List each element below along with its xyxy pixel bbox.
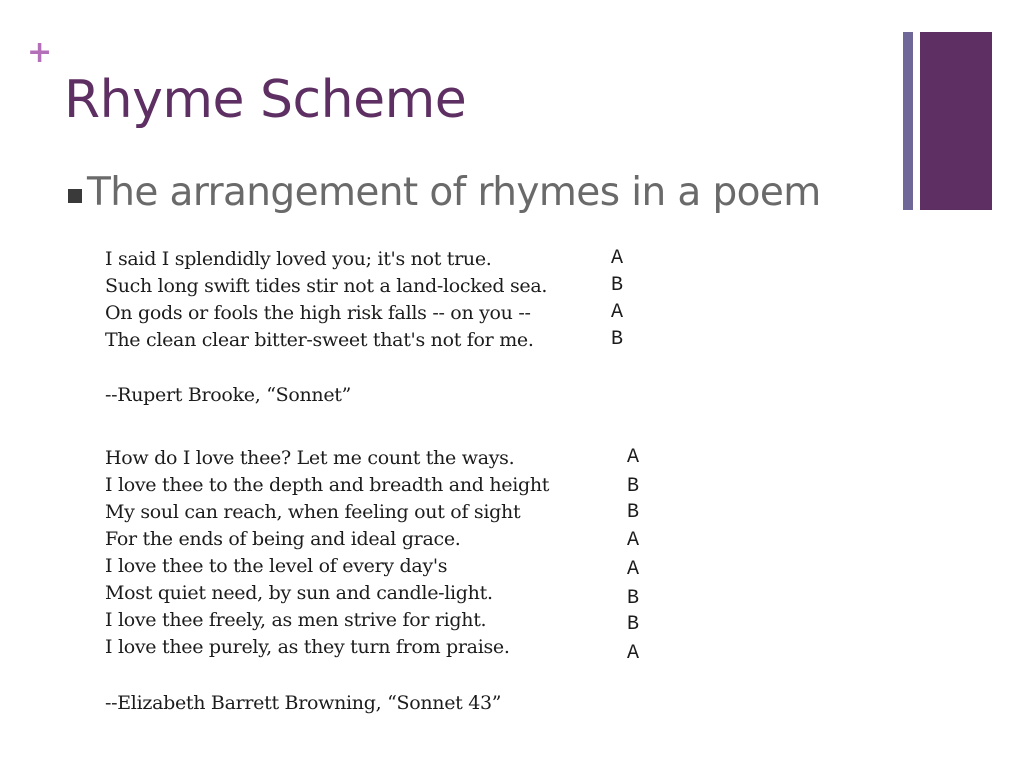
bullet-point [68,170,821,215]
rhyme-letter: B [627,613,640,636]
poem-line: For the ends of being and ideal grace. [105,528,461,550]
poem-line: Such long swift tides stir not a land-locked sea. [105,275,548,297]
poem-line: I love thee purely, as they turn from praise. [105,636,510,658]
poem-attribution: --Elizabeth Barrett Browning, “Sonnet 43” [105,692,502,714]
poem-line: The clean clear bitter-sweet that's not for me. [105,329,534,351]
rhyme-letter: A [627,642,640,665]
plus-decoration-icon: + [27,35,53,70]
rhyme-letter: A [611,301,624,324]
poem-line: On gods or fools the high risk falls -- on you -- [105,302,531,324]
poem-line: I love thee to the depth and breadth and height [105,474,550,496]
rhyme-letter: B [627,501,640,524]
rhyme-letter: A [611,247,624,270]
square-bullet-icon [68,189,82,203]
rhyme-letter: A [627,529,640,552]
poem-line: How do I love thee? Let me count the ways. [105,447,515,469]
poem-line: My soul can reach, when feeling out of sight [105,501,521,523]
decorative-bar-thin [903,32,913,210]
decorative-bar-thick [920,32,992,210]
slide-title: Rhyme Scheme [64,70,467,130]
rhyme-letter: B [627,587,640,610]
poem-line: Most quiet need, by sun and candle-light. [105,582,493,604]
poem-line: I love thee to the level of every day's [105,555,448,577]
bullet-text: The arrangement of rhymes in a poem [87,170,821,215]
rhyme-letter: B [611,274,624,297]
rhyme-letter: B [627,475,640,498]
poem-line: I love thee freely, as men strive for right. [105,609,487,631]
rhyme-letter: B [611,328,624,351]
poem-line: I said I splendidly loved you; it's not true. [105,248,492,270]
poem-attribution: --Rupert Brooke, “Sonnet” [105,384,352,406]
rhyme-letter: A [627,446,640,469]
rhyme-letter: A [627,558,640,581]
